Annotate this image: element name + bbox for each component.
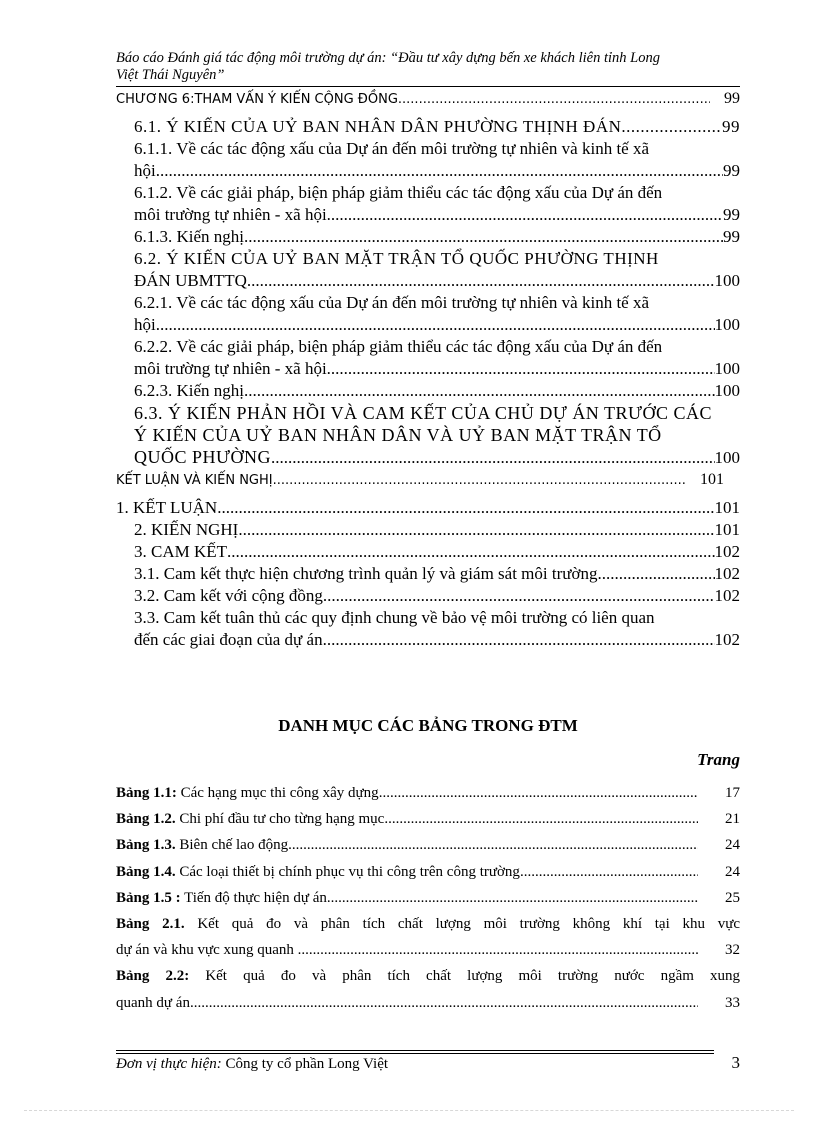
toc-entry[interactable] [116, 138, 740, 182]
toc-leader [323, 585, 715, 607]
table-caption: Tiến độ thực hiện dự án [184, 889, 327, 906]
table-list-item[interactable] [116, 832, 740, 858]
toc-entry-text: 6.1.3. Kiến nghị [134, 227, 245, 246]
table-caption-line1: Kết quả đo và phân tích chất lượng môi trường không khí tại khu vực [197, 916, 741, 933]
toc-entry-page: 100 [714, 315, 740, 334]
toc-entry[interactable] [116, 380, 740, 402]
toc-entry[interactable] [116, 519, 740, 541]
footer-label: Đơn vị thực hiện: [116, 1056, 222, 1072]
toc-entry-page: 102 [714, 564, 740, 583]
toc-entry[interactable] [116, 469, 740, 491]
toc-leader [384, 806, 698, 832]
toc-entry-text: môi trường tự nhiên - xã hội [134, 205, 327, 224]
toc-entry-text: QUỐC PHƯỜNG [134, 447, 271, 467]
toc-leader [323, 629, 715, 651]
toc-leader [227, 541, 714, 563]
toc-entry-text: 3.2. Cam kết với cộng đồng [134, 586, 323, 605]
table-label: Bảng 2.1. [116, 916, 185, 933]
toc-leader [190, 990, 698, 1016]
toc-entry[interactable] [116, 182, 740, 226]
toc-leader [156, 314, 715, 336]
tables-list [116, 780, 740, 1016]
table-caption: Biên chế lao động [179, 837, 289, 854]
toc-leader [621, 116, 722, 138]
toc-entry-text: 2. KIẾN NGHỊ [134, 520, 239, 539]
toc-entry-page: 100 [714, 381, 740, 400]
toc-entry-line1: 3.3. Cam kết tuân thủ các quy định chung về bảo vệ môi trường có liên quan [134, 608, 655, 627]
toc-entry-page: 101 [714, 520, 740, 539]
table-caption: quanh dự án [116, 994, 190, 1011]
toc-entry-text: KẾT LUẬN VÀ KIẾN NGHỊ [116, 473, 273, 488]
header-rule [116, 86, 740, 87]
table-caption: dự án và khu vực xung quanh . [116, 942, 302, 959]
table-caption: Các loại thiết bị chính phục vụ thi công trên công trường [179, 863, 520, 880]
toc-leader [597, 563, 714, 585]
toc-entry-text: đến các giai đoạn của dự án [134, 630, 323, 649]
table-page: 32 [725, 942, 740, 959]
table-list-item[interactable] [116, 806, 740, 832]
toc-entry-page: 99 [722, 117, 740, 136]
table-label: Bảng 1.3. [116, 837, 176, 854]
table-label: Bảng 1.4. [116, 863, 176, 880]
table-page: 24 [725, 837, 740, 854]
toc-entry-page: 101 [700, 471, 724, 488]
table-list-item[interactable] [116, 963, 740, 1015]
header-title-line1: Báo cáo Đánh giá tác động môi trường dự án: “Đầu tư xây dựng bến xe khách liên tỉnh Long [116, 50, 660, 66]
toc-entry-text: 1. KẾT LUẬN [116, 498, 218, 517]
toc-entry-page: 99 [723, 205, 740, 224]
toc-entry[interactable] [116, 226, 740, 248]
table-page: 33 [725, 994, 740, 1011]
toc-leader [156, 160, 723, 182]
toc-leader [327, 885, 698, 911]
table-list-item[interactable] [116, 859, 740, 885]
toc-entry[interactable] [116, 585, 740, 607]
table-page: 24 [725, 863, 740, 880]
toc-entry[interactable] [116, 402, 740, 469]
toc-entry-page: 100 [714, 271, 740, 290]
toc-entry-text: CHƯƠNG 6:THAM VẤN Ý KIẾN CỘNG ĐỒNG [116, 92, 398, 107]
toc-entry-text: hội [134, 315, 156, 334]
toc-leader [520, 859, 698, 885]
toc-entry-text: 6.2.3. Kiến nghị [134, 381, 245, 400]
table-page: 25 [725, 889, 740, 906]
table-label: Bảng 1.5 : [116, 889, 181, 906]
page-number: 3 [731, 1053, 740, 1072]
table-caption-line1: Kết quả đo và phân tích chất lượng môi trường nước ngầm xung [205, 968, 740, 985]
toc-entry-page: 102 [714, 542, 740, 561]
toc-leader [379, 780, 698, 806]
toc-entry-page: 99 [723, 161, 740, 180]
toc-leader [247, 270, 715, 292]
table-caption: Chi phí đầu tư cho từng hạng mục [179, 811, 385, 828]
table-page: 21 [725, 811, 740, 828]
toc-entry-line1: 6.3. Ý KIẾN PHẢN HỒI VÀ CAM KẾT CỦA CHỦ DỰ ÁN TRƯỚC CÁC [134, 403, 712, 423]
toc-entry[interactable] [116, 541, 740, 563]
toc-entry[interactable] [116, 336, 740, 380]
toc-entry-page: 102 [714, 586, 740, 605]
toc-entry-page: 100 [714, 448, 740, 467]
footer-rule [116, 1053, 714, 1054]
toc-leader [301, 937, 698, 963]
table-list-item[interactable] [116, 911, 740, 963]
page-footer [116, 1053, 740, 1073]
toc-entry[interactable] [116, 88, 740, 110]
toc-leader [238, 519, 714, 541]
toc-entry-text: 3.1. Cam kết thực hiện chương trình quản lý và giám sát môi trường [134, 564, 598, 583]
toc-entry[interactable] [116, 497, 740, 519]
table-label: Bảng 1.1: [116, 785, 177, 801]
table-list-item[interactable] [116, 885, 740, 911]
toc-entry-text: môi trường tự nhiên - xã hội [134, 359, 327, 378]
header-title-line2: Việt Thái Nguyên” [116, 67, 225, 83]
toc-entry-page: 99 [724, 90, 740, 107]
toc-entry[interactable] [116, 248, 740, 292]
toc-entry-text: hội [134, 161, 156, 180]
page-header [116, 50, 740, 84]
toc-leader [217, 497, 714, 519]
toc-entry[interactable] [116, 563, 740, 585]
table-label: Bảng 2.2: [116, 968, 190, 985]
toc-leader [288, 832, 698, 858]
tables-list-title: DANH MỤC CÁC BẢNG TRONG ĐTM [278, 716, 578, 735]
toc-entry-page: 99 [723, 227, 740, 246]
toc-entry-page: 100 [714, 359, 740, 378]
toc-entry-page: 101 [714, 498, 740, 517]
toc-entry-page: 102 [714, 630, 740, 649]
table-page: 17 [725, 785, 740, 801]
tables-page-label: Trang [697, 750, 740, 769]
table-label: Bảng 1.2. [116, 811, 176, 828]
toc-leader [271, 447, 715, 469]
toc-entry-text: 6.1. Ý KIẾN CỦA UỶ BAN NHÂN DÂN PHƯỜNG THỊNH ĐÁN [134, 117, 622, 136]
table-of-contents [116, 88, 740, 651]
toc-entry[interactable] [116, 292, 740, 336]
footer-company: Công ty cổ phần Long Việt [225, 1056, 389, 1072]
table-caption: Các hạng mục thi công xây dựng [180, 785, 379, 801]
table-list-item[interactable] [116, 780, 740, 806]
toc-leader [273, 470, 686, 491]
toc-entry-line1: 6.2.1. Về các tác động xấu của Dự án đến môi trường tự nhiên và kinh tế xã [134, 293, 650, 312]
toc-entry-line1: 6.2. Ý KIẾN CỦA UỶ BAN MẶT TRẬN TỔ QUỐC PHƯỜNG THỊNH [134, 249, 659, 268]
toc-leader [244, 380, 714, 402]
toc-entry-line2: Ý KIẾN CỦA UỶ BAN NHÂN DÂN VÀ UỶ BAN MẶT TRẬN TỔ [134, 425, 662, 445]
toc-leader [244, 226, 723, 248]
toc-entry[interactable] [116, 116, 740, 138]
page-edge-divider [24, 1110, 794, 1111]
toc-entry[interactable] [116, 607, 740, 651]
footer-rule [116, 1050, 714, 1051]
toc-entry-text: 3. CAM KẾT [134, 542, 228, 561]
toc-leader [398, 89, 710, 110]
toc-entry-text: ĐÁN UBMTTQ [134, 271, 247, 290]
toc-entry-line1: 6.1.2. Về các giải pháp, biện pháp giảm thiểu các tác động xấu của Dự án đến [134, 183, 663, 202]
toc-entry-line1: 6.1.1. Về các tác động xấu của Dự án đến môi trường tự nhiên và kinh tế xã [134, 139, 650, 158]
toc-leader [327, 204, 723, 226]
toc-entry-line1: 6.2.2. Về các giải pháp, biện pháp giảm thiểu các tác động xấu của Dự án đến [134, 337, 663, 356]
toc-leader [327, 358, 715, 380]
